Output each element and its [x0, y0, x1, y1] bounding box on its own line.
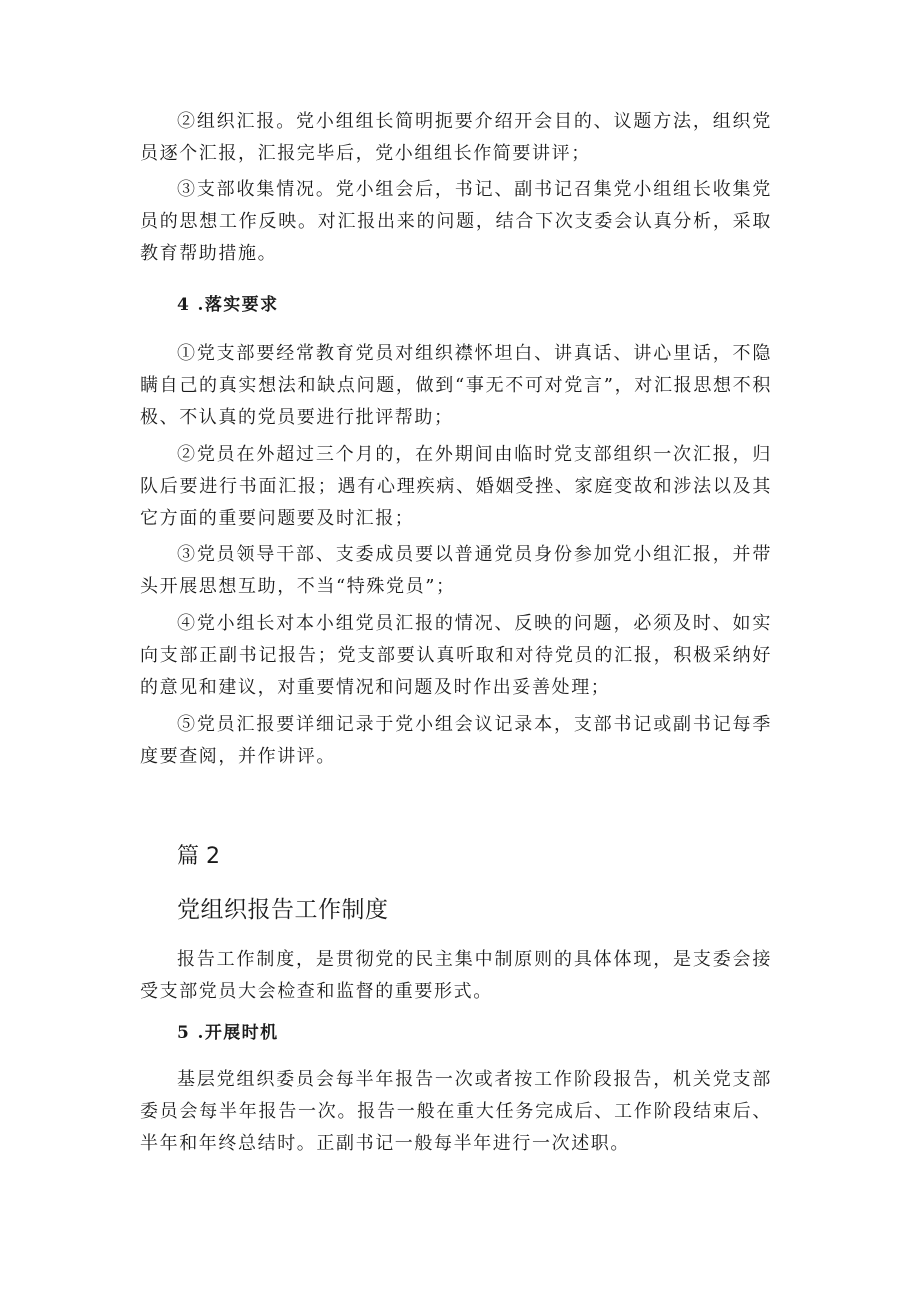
paragraph-requirement-1: ①党支部要经常教育党员对组织襟怀坦白、讲真话、讲心里话，不隐瞒自己的真实想法和缺点问题，做到“事无不可对党言”，对汇报思想不积极、不认真的党员要进行批评帮助；: [140, 343, 772, 428]
heading-implementation-requirements: 4 .落实要求: [177, 295, 279, 315]
heading-timing: 5 .开展时机: [177, 1023, 279, 1043]
paragraph-organize-report: ②组织汇报。党小组组长简明扼要介绍开会目的、议题方法，组织党员逐个汇报，汇报完毕后，党小组组长作简要讲评；: [140, 111, 772, 164]
paragraph-requirement-3: ③党员领导干部、支委成员要以普通党员身份参加党小组汇报，并带头开展思想互助，不当“特殊党员”；: [140, 544, 772, 597]
paragraph-requirement-2: ②党员在外超过三个月的，在外期间由临时党支部组织一次汇报，归队后要进行书面汇报；遇有心理疾病、婚姻受挫、家庭变故和涉法以及其它方面的重要问题要及时汇报；: [140, 444, 772, 529]
paragraph-collect-situation: ③支部收集情况。党小组会后，书记、副书记召集党小组组长收集党员的思想工作反映。对汇报出来的问题，结合下次支委会认真分析，采取教育帮助措施。: [140, 179, 772, 264]
section-label: 篇 2: [177, 844, 220, 869]
paragraph-intro: 报告工作制度，是贯彻党的民主集中制原则的具体体现，是支委会接受支部党员大会检查和监督的重要形式。: [140, 949, 772, 1002]
paragraph-requirement-5: ⑤党员汇报要详细记录于党小组会议记录本，支部书记或副书记每季度要查阅，并作讲评。: [140, 714, 772, 767]
document-title: 党组织报告工作制度: [177, 897, 389, 923]
paragraph-requirement-4: ④党小组长对本小组党员汇报的情况、反映的问题，必须及时、如实向支部正副书记报告；党支部要认真听取和对待党员的汇报，积极采纳好的意见和建议，对重要情况和问题及时作出妥善处理；: [140, 613, 772, 698]
paragraph-timing: 基层党组织委员会每半年报告一次或者按工作阶段报告，机关党支部委员会每半年报告一次。报告一般在重大任务完成后、工作阶段结束后、半年和年终总结时。正副书记一般每半年进行一次述职。: [140, 1069, 772, 1154]
